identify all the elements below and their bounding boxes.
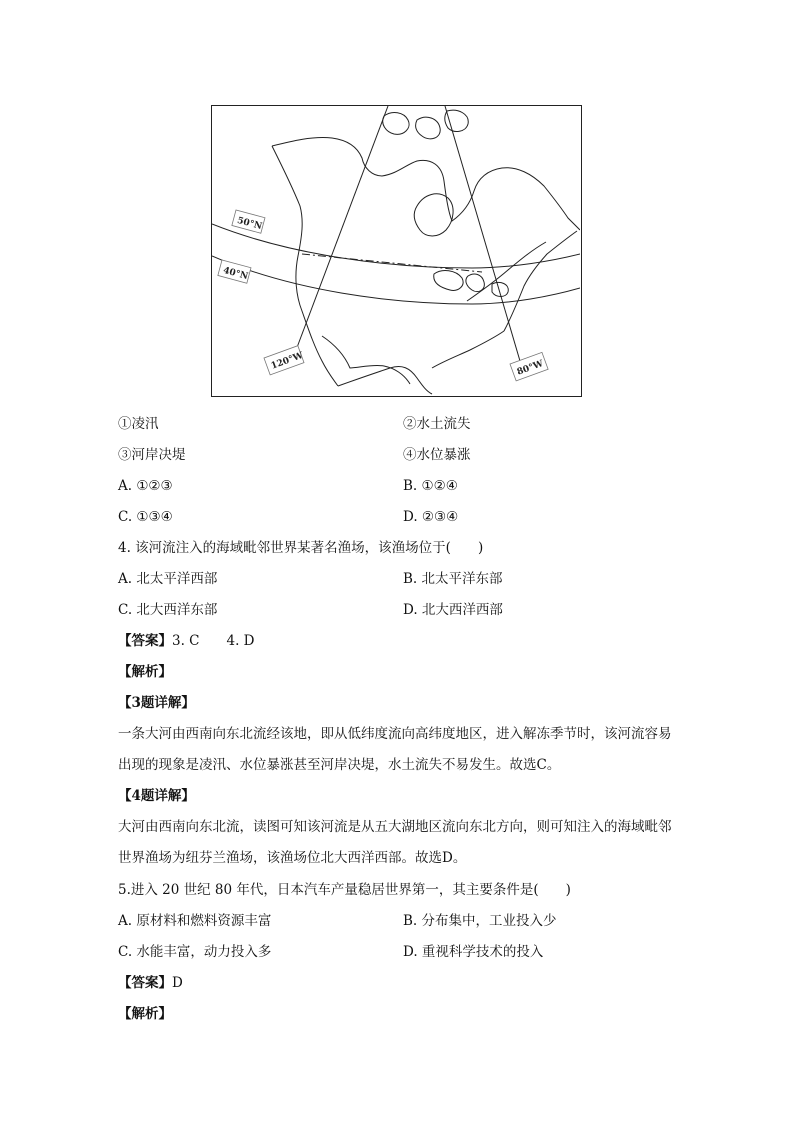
label-120w [264, 345, 306, 375]
q3-choice-d: D. ②③④ [403, 509, 459, 525]
q5-answer-label: 【答案】 [118, 975, 172, 991]
meridian-120w [290, 106, 388, 366]
detail4-text: 大河由西南向东北流，读图可知该河流是从五大湖地区流向东北方向，则可知注入的海域毗邻世界渔场为纽芬兰渔场，该渔场位北大西洋西部。故选D。 [118, 819, 672, 866]
q5-choice-a: A. 原材料和燃料资源丰富 [118, 913, 272, 929]
q4-choice-c: C. 北大西洋东部 [118, 602, 218, 618]
label-80w [510, 352, 548, 381]
q5-answer-text: D [172, 975, 183, 991]
north-america-map [211, 105, 582, 397]
answer-label: 【答案】 [118, 633, 172, 649]
svg-text:50°N: 50°N [235, 215, 263, 233]
q4-choice-a: A. 北太平洋西部 [118, 571, 218, 587]
meridian-80w [445, 106, 520, 361]
arctic-islands [383, 110, 468, 139]
q4-stem: 4. 该河流注入的海域毗邻世界某著名渔场，该渔场位于( ) [118, 540, 484, 556]
q5-analysis-heading: 【解析】 [118, 1006, 172, 1022]
label-40n [218, 260, 251, 283]
q5-choice-b: B. 分布集中，工业投入少 [403, 913, 557, 929]
mexico-coast [322, 336, 410, 384]
option-2: ②水土流失 [403, 416, 471, 432]
detail4-heading: 【4题详解】 [118, 788, 195, 804]
svg-text:80°W: 80°W [515, 358, 545, 378]
option-4: ④水位暴涨 [403, 447, 471, 463]
q5-stem: 5.进入 20 世纪 80 年代，日本汽车产量稳居世界第一，其主要条件是( ) [118, 882, 571, 898]
analysis-heading: 【解析】 [118, 664, 172, 680]
q5-answer-line [118, 973, 183, 993]
parallel-50 [212, 224, 580, 268]
svg-text:120°W: 120°W [269, 350, 305, 372]
q5-choice-d: D. 重视科学技术的投入 [403, 944, 544, 960]
q5-choice-c: C. 水能丰富，动力投入多 [118, 944, 272, 960]
option-1: ①凌汛 [118, 416, 159, 432]
detail3-text: 一条大河由西南向东北流经该地，即从低纬度流向高纬度地区，进入解冻季节时，该河流容易出现的现象是凌汛、水位暴涨甚至河岸决堤，水土流失不易发生。故选C。 [118, 726, 672, 773]
map-drawing [212, 106, 580, 395]
detail3-heading: 【3题详解】 [118, 695, 195, 711]
svg-text:40°N: 40°N [221, 265, 249, 283]
parallel-40 [212, 256, 580, 304]
q4-choice-b: B. 北太平洋东部 [403, 571, 503, 587]
q3-choice-b: B. ①②④ [403, 478, 458, 494]
answer-text: 3. C 4. D [172, 633, 255, 649]
label-50n [232, 210, 265, 233]
option-3: ③河岸决堤 [118, 447, 186, 463]
q4-choice-d: D. 北大西洋西部 [403, 602, 503, 618]
q3-choice-a: A. ①②③ [118, 478, 173, 494]
q3-choice-c: C. ①③④ [118, 509, 173, 525]
answer-line [118, 631, 255, 651]
